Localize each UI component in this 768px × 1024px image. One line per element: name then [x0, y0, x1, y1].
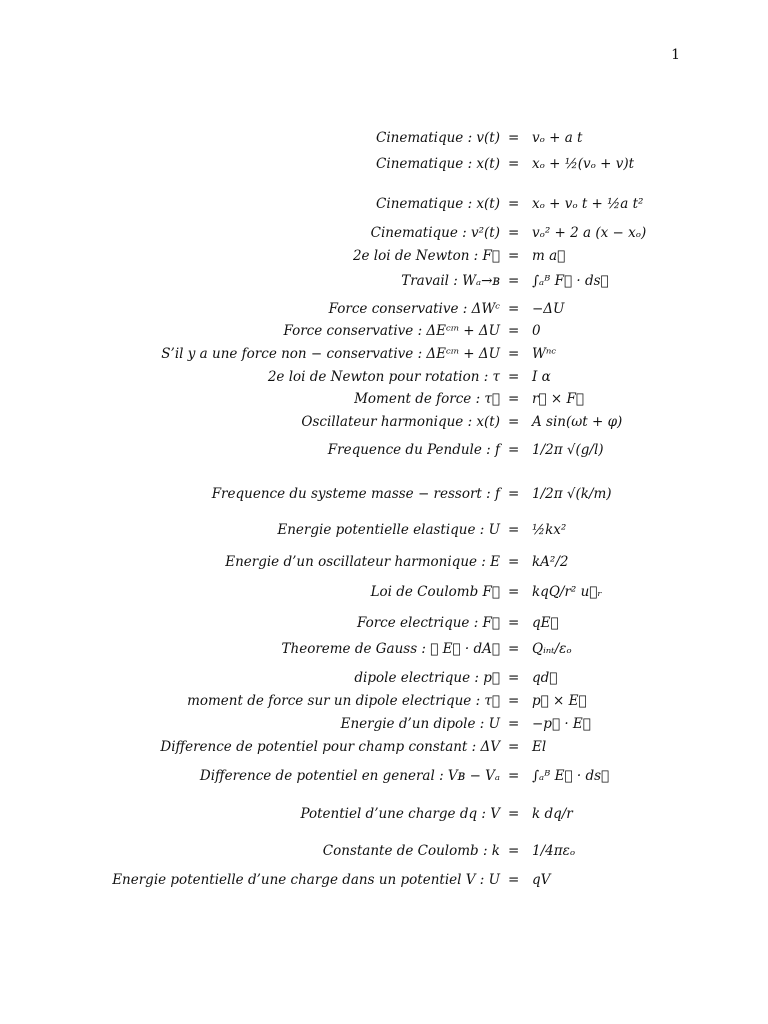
equation-lhs: Frequence du Pendule : f: [327, 442, 500, 458]
equation-rhs: xₒ + vₒ t + ½a t²: [532, 196, 644, 212]
equation-equals: =: [508, 806, 520, 822]
equation-equals: =: [508, 346, 520, 362]
equation-equals: =: [508, 522, 520, 538]
equation-lhs: Loi de Coulomb F⃗: [370, 584, 500, 600]
equation-rhs: qV: [532, 872, 551, 888]
equation-equals: =: [508, 739, 520, 755]
equation-rhs: k dq/r: [532, 806, 573, 822]
equation-lhs: 2e loi de Newton : F⃗: [352, 248, 500, 264]
equation-rhs: 0: [532, 323, 541, 339]
equation-lhs: Moment de force : τ⃗: [354, 391, 500, 407]
equation-equals: =: [508, 554, 520, 570]
equation-rhs: r⃗ × F⃗: [532, 391, 584, 407]
equation-lhs: Cinematique : x(t): [376, 196, 500, 212]
equation-rhs: ∫ₐᴮ E⃗ · ds⃗: [532, 768, 610, 784]
equation-lhs: Frequence du systeme masse − ressort : f: [211, 486, 500, 502]
equation-equals: =: [508, 225, 520, 241]
equation-lhs: Constante de Coulomb : k: [322, 843, 500, 859]
equation-rhs: −p⃗ · E⃗: [532, 716, 591, 732]
equation-lhs: Difference de potentiel pour champ constant : ΔV: [160, 739, 500, 755]
equation-equals: =: [508, 486, 520, 502]
equation-lhs: Force conservative : ΔEᶜᶦⁿ + ΔU: [283, 323, 500, 339]
equation-equals: =: [508, 248, 520, 264]
equation-equals: =: [508, 301, 520, 317]
equation-lhs: Potentiel d’une charge dq : V: [300, 806, 500, 822]
equation-lhs: Oscillateur harmonique : x(t): [301, 414, 500, 430]
equation-rhs: 1/4πεₒ: [532, 843, 576, 859]
equation-rhs: Qᵢₙₜ/εₒ: [532, 641, 572, 657]
equation-lhs: Energie potentielle elastique : U: [277, 522, 500, 538]
equation-rhs: qd⃗: [532, 670, 558, 686]
equation-lhs: Energie potentielle d’une charge dans un potentiel V : U: [112, 872, 500, 888]
equation-equals: =: [508, 615, 520, 631]
equation-lhs: Theoreme de Gauss : ∮ E⃗ · dA⃗: [281, 641, 500, 657]
equation-equals: =: [508, 872, 520, 888]
equation-rhs: vₒ + a t: [532, 130, 583, 146]
equation-equals: =: [508, 641, 520, 657]
equation-rhs: ½kx²: [532, 522, 567, 538]
equation-rhs: El: [532, 739, 547, 755]
equation-lhs: Energie d’un oscillateur harmonique : E: [225, 554, 500, 570]
equation-rhs: kqQ/r² u⃗ᵣ: [532, 584, 603, 600]
equation-rhs: vₒ² + 2 a (x − xₒ): [532, 225, 647, 241]
equation-lhs: Force electrique : F⃗: [356, 615, 500, 631]
equation-lhs: S’il y a une force non − conservative : ΔEᶜᶦⁿ + ΔU: [161, 346, 500, 362]
equation-lhs: Force conservative : ΔWᶜ: [328, 301, 500, 317]
equation-equals: =: [508, 414, 520, 430]
equation-rhs: A sin(ωt + φ): [532, 414, 623, 430]
equation-equals: =: [508, 369, 520, 385]
equation-lhs: Cinematique : v²(t): [370, 225, 500, 241]
equation-equals: =: [508, 693, 520, 709]
equation-equals: =: [508, 670, 520, 686]
equation-lhs: moment de force sur un dipole electrique : τ⃗: [187, 693, 500, 709]
equation-rhs: 1/2π √(k/m): [532, 486, 612, 502]
equation-equals: =: [508, 273, 520, 289]
equation-rhs: xₒ + ½(vₒ + v)t: [532, 156, 635, 172]
equation-equals: =: [508, 130, 520, 146]
equation-lhs: 2e loi de Newton pour rotation : τ: [267, 369, 500, 385]
equation-equals: =: [508, 716, 520, 732]
equation-rhs: 1/2π √(g/l): [532, 442, 604, 458]
equation-rhs: I α: [532, 369, 551, 385]
equation-lhs: Travail : Wₐ→ʙ: [401, 273, 500, 289]
equation-rhs: p⃗ × E⃗: [532, 693, 587, 709]
equation-equals: =: [508, 196, 520, 212]
equation-equals: =: [508, 391, 520, 407]
equation-equals: =: [508, 442, 520, 458]
equation-equals: =: [508, 584, 520, 600]
equation-equals: =: [508, 156, 520, 172]
equation-equals: =: [508, 843, 520, 859]
equation-rhs: kA²/2: [532, 554, 569, 570]
equation-rhs: m a⃗: [532, 248, 566, 264]
equation-equals: =: [508, 768, 520, 784]
equation-lhs: Energie d’un dipole : U: [340, 716, 500, 732]
equation-rhs: ∫ₐᴮ F⃗ · ds⃗: [532, 273, 609, 289]
equation-lhs: Cinematique : v(t): [376, 130, 500, 146]
page-number: 1: [671, 47, 680, 63]
equation-lhs: dipole electrique : p⃗: [354, 670, 500, 686]
equation-rhs: Wⁿᶜ: [532, 346, 557, 362]
equation-lhs: Cinematique : x(t): [376, 156, 500, 172]
equation-rhs: −ΔU: [532, 301, 565, 317]
equation-lhs: Difference de potentiel en general : Vʙ − Vₐ: [199, 768, 500, 784]
equation-equals: =: [508, 323, 520, 339]
equation-rhs: qE⃗: [532, 615, 559, 631]
